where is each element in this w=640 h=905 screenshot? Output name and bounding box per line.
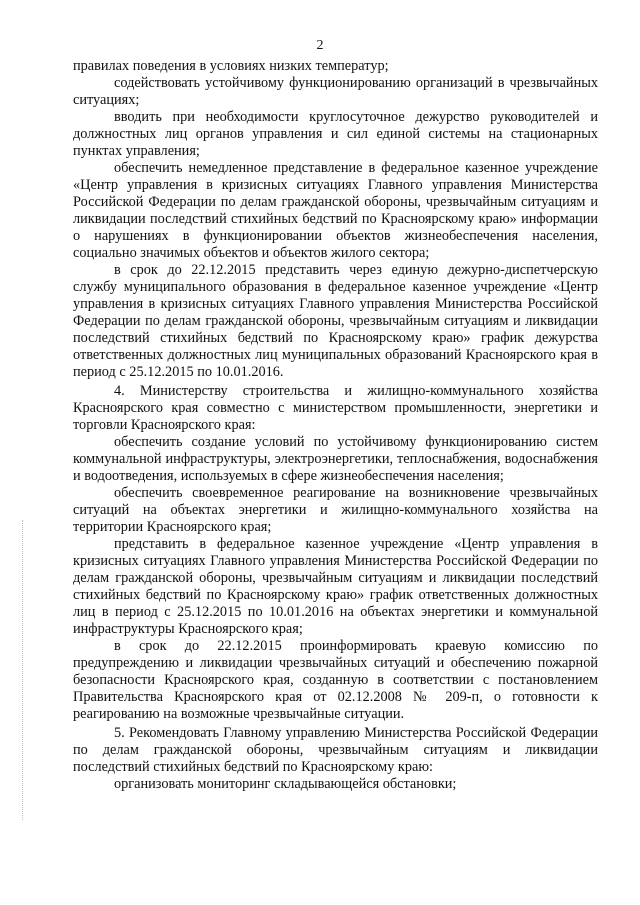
paragraph-6: 4. Министерству строительства и жилищно-коммунального хозяйства Красноярского края совместно с министерством промышленности, энергетики и торговли Красноярского края: [73, 383, 598, 433]
paragraph-2: содействовать устойчивому функционированию организаций в чрезвычайных ситуациях; [73, 75, 598, 108]
paragraph-12: организовать мониторинг складывающейся обстановки; [114, 776, 457, 792]
document-body [73, 58, 598, 793]
paragraph-8: обеспечить своевременное реагирование на возникновение чрезвычайных ситуаций на объектах энергетики и жилищно-коммунального хозяйства на территории Красноярского края; [73, 485, 598, 535]
paragraph-7: обеспечить создание условий по устойчивому функционированию систем коммунальной инфраструктуры, электроэнергетики, теплоснабжения, водоснабжения и водоотведения, используемых в сфере жизнеобеспечения населения; [73, 434, 598, 484]
paragraph-1: правилах поведения в условиях низких температур; [73, 58, 389, 74]
page-number: 2 [316, 38, 324, 53]
paragraph-10: в срок до 22.12.2015 проинформировать краевую комиссию по предупреждению и ликвидации чрезвычайных ситуаций и обеспечению пожарной безопасности Красноярского края, созданную в соответствии с постановлением Правительства Красноярского края от 02.12.2008 № 209-п, о готовности к реагированию на возможные чрезвычайные ситуации. [73, 638, 598, 722]
paragraph-3: вводить при необходимости круглосуточное дежурство руководителей и должностных лиц органов управления и сил единой системы на стационарных пунктах управления; [73, 109, 598, 159]
margin-mark [22, 520, 24, 820]
paragraph-9: представить в федеральное казенное учреждение «Центр управления в кризисных ситуациях Главного управления Министерства Российской Федерации по делам гражданской обороны, чрезвычайным ситуациям и ликвидации последствий стихийных бедствий по Красноярскому краю» график ответственных должностных лиц в период с 25.12.2015 по 10.01.2016 на объектах энергетики и коммунальной инфраструктуры Красноярского края; [73, 536, 598, 637]
paragraph-5: в срок до 22.12.2015 представить через единую дежурно-диспетчерскую службу муниципального образования в федеральное казенное учреждение «Центр управления в кризисных ситуациях Главного управления Министерства Российской Федерации по делам гражданской обороны, чрезвычайным ситуациям и ликвидации последствий стихийных бедствий по Красноярскому краю» график дежурства ответственных должностных лиц муниципальных образований Красноярского края в период с 25.12.2015 по 10.01.2016. [73, 262, 598, 380]
paragraph-4: обеспечить немедленное представление в федеральное казенное учреждение «Центр управления в кризисных ситуациях Главного управления Министерства Российской Федерации по делам гражданской обороны, чрезвычайным ситуациям и ликвидации последствий стихийных бедствий по Красноярскому краю» информации о нарушениях в функционировании объектов жизнеобеспечения населения, социально значимых объектов и объектов жилого сектора; [73, 160, 598, 261]
paragraph-11: 5. Рекомендовать Главному управлению Министерства Российской Федерации по делам гражданской обороны, чрезвычайным ситуациям и ликвидации последствий стихийных бедствий по Красноярскому краю: [73, 725, 598, 775]
